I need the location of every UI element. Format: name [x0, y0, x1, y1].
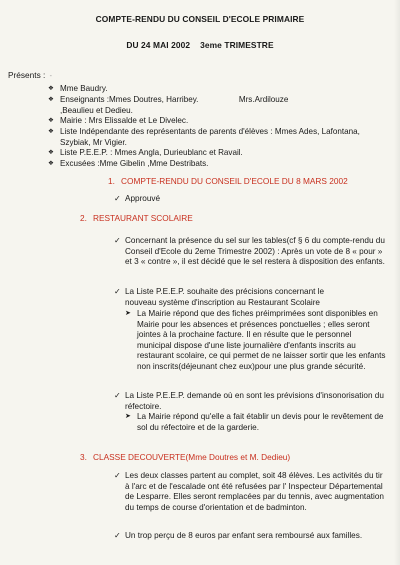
attendee-text: Enseignants :Mmes Doutres, Harribey. Mrs.Ardilouze ,Beaulieu et Dedieu.: [60, 95, 289, 115]
checkmark-icon: ✓: [114, 471, 121, 480]
presents-label: Présents :: [8, 70, 46, 80]
check-text: Les deux classes partent au complet, soit 48 élèves. Les activités du tir à l'arc et de l'escalade ont été refusées par l' Inspecteur Départemental de Lesparre. Elles seront remplacées par du tennis, avec augmentation du temps de course d'orientation et de badminton.: [125, 471, 384, 512]
checkmark-icon: ✓: [114, 531, 121, 540]
check-item: [114, 471, 384, 513]
check-text: Approuvé: [125, 194, 161, 203]
attendee-text: Mme Baudry.: [60, 84, 108, 93]
diamond-bullet-icon: ❖: [48, 117, 54, 124]
attendee-text: Liste Indépendante des représentants de parents d'élèves : Mmes Ades, Lafontana, Szybiak, Mr Vigier.: [60, 127, 360, 147]
document-title: COMPTE-RENDU DU CONSEIL D'ECOLE PRIMAIRE: [95, 14, 305, 24]
attendee-item: [48, 84, 388, 95]
section-number: 2.: [80, 213, 87, 223]
check-item: [114, 287, 354, 308]
section-number: 1.: [108, 176, 115, 186]
check-text: La Liste P.E.E.P. demande où en sont les prévisions d'insonorisation du réfectoire.: [125, 391, 384, 411]
section-title: CLASSE DECOUVERTE(Mme Doutres et M. Dedieu): [93, 452, 291, 462]
check-item: [114, 236, 386, 268]
section-1-heading: [108, 176, 348, 186]
presents-heading: [8, 70, 52, 80]
section-number: 3.: [80, 452, 87, 462]
reply-text: La Mairie répond qu'elle a fait établir un devis pour le revêtement de sol du réfectoire et de la garderie.: [137, 412, 384, 432]
diamond-bullet-icon: ❖: [48, 149, 54, 156]
check-item: [114, 391, 384, 412]
diamond-bullet-icon: ❖: [48, 128, 54, 135]
section-2-heading: [80, 213, 193, 223]
arrow-bullet-icon: ➤: [125, 310, 131, 317]
meeting-date: DU 24 MAI 2002: [126, 40, 191, 50]
section-title: COMPTE-RENDU DU CONSEIL D'ECOLE DU 8 MARS 2002: [121, 176, 348, 186]
arrow-bullet-icon: ➤: [125, 413, 131, 420]
checkmark-icon: ✓: [114, 287, 121, 296]
attendee-text: Liste P.E.E.P. : Mmes Angla, Durieublanc et Ravail.: [60, 148, 243, 157]
check-text: Un trop perçu de 8 euros par enfant sera remboursé aux familles.: [125, 531, 363, 540]
attendee-item: [48, 148, 388, 159]
reply-item: [125, 412, 387, 433]
diamond-bullet-icon: ❖: [48, 160, 54, 167]
diamond-bullet-icon: ❖: [48, 85, 54, 92]
section-3-heading: [80, 452, 290, 462]
page-edge-shadow: [394, 0, 400, 565]
checkmark-icon: ✓: [114, 391, 121, 400]
reply-text: La Mairie répond que des fiches préimprimées sont disponibles en Mairie pour les absences et présences ponctuelles ; elles seront jointes à la prochaine facture. Il en résulte que le personnel municipal dispose d'une liste journalière d'enfants inscrits au restaurant scolaire, ce qui permet de ne laisser sortir que les enfants non inscrits(déjeunant chez eux)pour une plus grande sécurité.: [137, 309, 386, 371]
reply-item: [125, 309, 387, 373]
check-text: La Liste P.E.E.P. souhaite des précisions concernant le nouveau système d'inscription au Restaurant Scolaire: [125, 287, 325, 307]
check-text: Concernant la présence du sel sur les tables(cf § 6 du compte-rendu du Conseil d'Ecole du 2eme Trimestre 2002) : Après un vote de 8 « pour » et 3 « contre », il est décidé que le sel restera à disposition des enfants.: [125, 236, 385, 267]
attendee-text: Mairie : Mrs Elissalde et Le Divelec.: [60, 116, 189, 125]
check-item: [114, 194, 314, 205]
diamond-bullet-icon: ❖: [48, 96, 54, 103]
checkmark-icon: ✓: [114, 236, 121, 245]
attendee-item: [48, 95, 308, 116]
presents-mark: -: [49, 73, 53, 80]
document-date-line: [0, 40, 400, 50]
checkmark-icon: ✓: [114, 194, 121, 203]
check-item: [114, 531, 384, 542]
attendee-item: [48, 159, 388, 170]
section-title: RESTAURANT SCOLAIRE: [93, 213, 193, 223]
attendee-item: [48, 127, 388, 148]
trimester: 3eme TRIMESTRE: [200, 40, 274, 50]
attendee-text: Excusées :Mme Gibelin ,Mme Destribats.: [60, 159, 209, 168]
attendee-item: [48, 116, 388, 127]
